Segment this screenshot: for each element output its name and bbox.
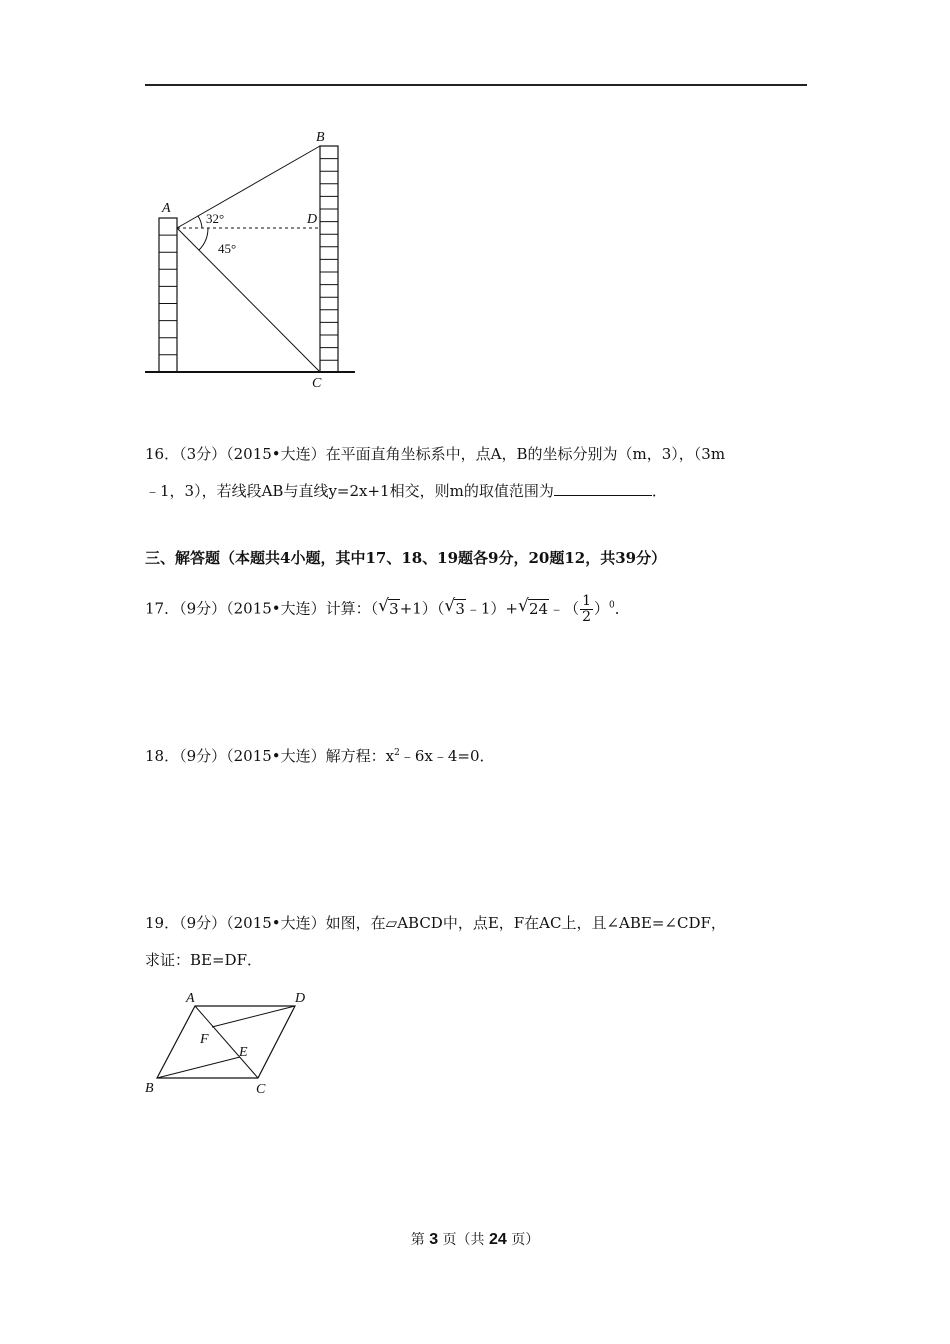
- label-d: D: [307, 212, 318, 227]
- sqrt-3-b: √ 3: [444, 595, 465, 618]
- label-b: B: [316, 130, 325, 145]
- page-footer: 第 3 页（共 24 页）: [410, 1231, 540, 1248]
- angle-32: 32°: [206, 211, 225, 226]
- q18-exponent: 2: [394, 748, 400, 758]
- q17-part1: +1）（: [399, 599, 445, 618]
- label-f2: F: [200, 1032, 209, 1047]
- q19-line2: 求证：BE=DF．: [145, 951, 262, 969]
- q17-line: [145, 594, 630, 625]
- header-rule: [145, 84, 807, 86]
- q17-exponent: 0: [609, 600, 615, 611]
- q16-period: ．: [651, 482, 667, 500]
- answer-blank: [554, 481, 652, 496]
- label-c: C: [312, 376, 322, 391]
- parallelogram-figure: [140, 988, 320, 1100]
- sqrt-3-a: √ 3: [378, 595, 399, 618]
- q18-line: [145, 743, 495, 766]
- q17-end: ．: [614, 599, 630, 618]
- label-e2: E: [239, 1045, 248, 1060]
- q18-rest: ﹣6x﹣4=0．: [399, 747, 495, 765]
- q17-part2: ﹣1）+: [465, 599, 518, 618]
- q18-prefix: 18．（9分）（2015•大连）解方程：x: [145, 747, 395, 765]
- building-angle-figure: [140, 125, 370, 395]
- q16-line2: [145, 481, 667, 501]
- q17-part3: ﹣（: [549, 599, 580, 618]
- q16-text: ﹣1，3），若线段AB与直线y=2x+1相交，则m的取值范围为: [145, 482, 554, 500]
- fraction-half: $\frac{1}{2}$: [582, 593, 592, 625]
- label-a2: A: [186, 991, 195, 1006]
- sqrt-24: √ 24: [518, 595, 549, 618]
- q17-prefix: 17．（9分）（2015•大连）计算：（: [145, 599, 379, 618]
- q19-line1: 19．（9分）（2015•大连）如图，在▱ABCD中，点E，F在AC上，且∠ABE=∠CDF，: [145, 914, 726, 932]
- label-d2: D: [295, 991, 306, 1006]
- label-c2: C: [256, 1082, 266, 1097]
- q17-part4: ）: [594, 599, 610, 618]
- label-a: A: [162, 201, 171, 216]
- q16-line1: 16．（3分）（2015•大连）在平面直角坐标系中，点A，B的坐标分别为（m，3），（3m: [145, 445, 726, 463]
- page-number: 3: [429, 1231, 439, 1248]
- angle-45: 45°: [218, 241, 237, 256]
- label-b2: B: [145, 1081, 154, 1096]
- page-total: 24: [489, 1231, 507, 1248]
- section-title: 三、解答题（本题共4小题，其中17、18、19题各9分，20题12，共39分）: [145, 549, 667, 567]
